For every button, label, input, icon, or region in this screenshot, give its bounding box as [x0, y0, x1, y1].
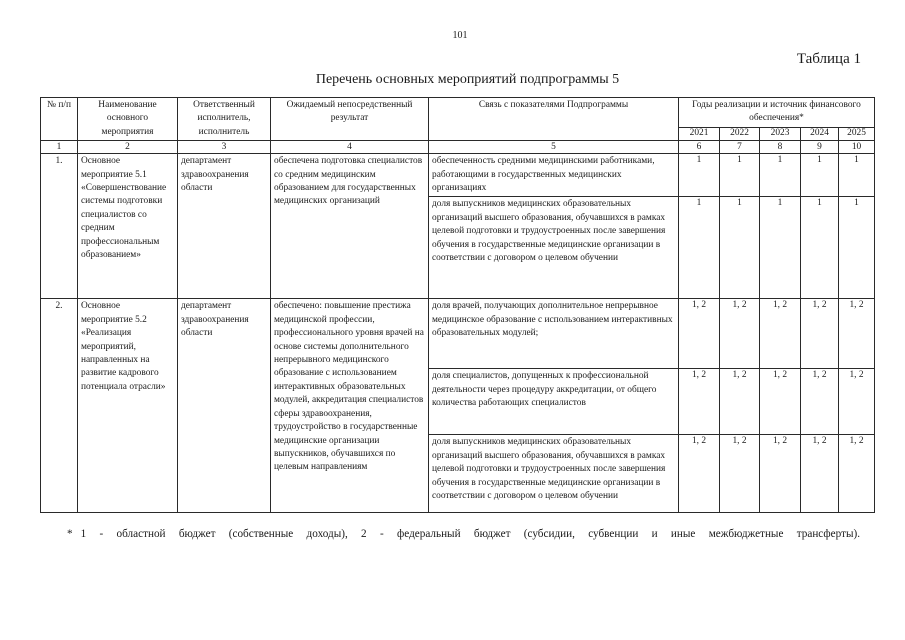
table-row [41, 154, 875, 197]
measure-name: Основное мероприятие 5.2 «Реализация мероприятий, направленных на развитие кадрового потенциала отрасли» [78, 299, 178, 513]
column-number: 3 [178, 141, 271, 154]
column-number: 6 [679, 141, 720, 154]
indicator-value: 1 [720, 154, 760, 197]
footnote-text: 1 - областной бюджет (собственные доходы), 2 - федеральный бюджет (субсидии, субвенции и иные межбюджетные трансферты). [80, 528, 860, 540]
header-year: 2021 [679, 128, 720, 141]
header-result: Ожидаемый непосредственный результат [271, 98, 429, 141]
header-years-group: Годы реализации и источник финансового обеспечения* [679, 98, 875, 128]
footnote-star: * [67, 528, 73, 540]
document-title: Перечень основных мероприятий подпрограммы 5 [315, 72, 620, 87]
indicator-text: доля специалистов, допущенных к профессиональной деятельности через процедуру аккредитации, от общего количества работающих специалистов [429, 369, 679, 435]
footnote [67, 528, 860, 540]
indicator-value: 1 [801, 154, 839, 197]
indicator-value: 1, 2 [679, 435, 720, 513]
indicator-value: 1, 2 [760, 299, 801, 369]
table-row [41, 299, 875, 369]
header-row [41, 98, 875, 128]
indicator-value: 1, 2 [801, 299, 839, 369]
column-number-row [41, 141, 875, 154]
indicator-value: 1 [720, 197, 760, 299]
indicator-value: 1, 2 [760, 435, 801, 513]
column-number: 10 [839, 141, 875, 154]
header-name: Наименование основного мероприятия [78, 98, 178, 141]
column-number: 7 [720, 141, 760, 154]
indicator-value: 1 [801, 197, 839, 299]
page-number: 101 [452, 30, 468, 41]
header-link: Связь с показателями Подпрограммы [429, 98, 679, 141]
header-executor: Ответственный исполнитель, исполнитель [178, 98, 271, 141]
indicator-value: 1, 2 [679, 369, 720, 435]
indicator-value: 1 [839, 197, 875, 299]
indicator-value: 1 [760, 154, 801, 197]
indicator-text: обеспеченность средними медицинскими работниками, работающими в государственных медицинских организациях [429, 154, 679, 197]
measures-table [40, 97, 875, 513]
indicator-value: 1, 2 [679, 299, 720, 369]
measure-result: обеспечена подготовка специалистов со средним медицинским образованием для государственных медицинских организаций [271, 154, 429, 299]
header-year: 2023 [760, 128, 801, 141]
column-number: 2 [78, 141, 178, 154]
indicator-value: 1, 2 [760, 369, 801, 435]
indicator-value: 1, 2 [801, 369, 839, 435]
column-number: 9 [801, 141, 839, 154]
column-number: 8 [760, 141, 801, 154]
column-number: 1 [41, 141, 78, 154]
indicator-value: 1, 2 [839, 299, 875, 369]
indicator-value: 1, 2 [839, 435, 875, 513]
indicator-text: доля выпускников медицинских образовательных организаций высшего образования, обучавшихся в рамках целевой подготовки и трудоустроенных после завершения обучения в государственные медицинские организации в соответствии с договором о целевом обучении [429, 435, 679, 513]
header-year: 2024 [801, 128, 839, 141]
indicator-value: 1 [679, 154, 720, 197]
header-year: 2025 [839, 128, 875, 141]
indicator-value: 1, 2 [720, 369, 760, 435]
measure-executor: департамент здравоохранения области [178, 154, 271, 299]
table-label: Таблица 1 [796, 51, 861, 67]
header-year: 2022 [720, 128, 760, 141]
row-number: 2. [41, 299, 78, 513]
indicator-value: 1, 2 [720, 299, 760, 369]
indicator-value: 1 [760, 197, 801, 299]
indicator-value: 1, 2 [839, 369, 875, 435]
measure-executor: департамент здравоохранения области [178, 299, 271, 513]
indicator-value: 1 [679, 197, 720, 299]
indicator-text: доля врачей, получающих дополнительное непрерывное медицинское образование с использованием интерактивных образовательных модулей; [429, 299, 679, 369]
indicator-value: 1, 2 [801, 435, 839, 513]
row-number: 1. [41, 154, 78, 299]
measure-name: Основное мероприятие 5.1 «Совершенствование системы подготовки специалистов со средним профессиональным образованием» [78, 154, 178, 299]
column-number: 4 [271, 141, 429, 154]
indicator-value: 1 [839, 154, 875, 197]
indicator-text: доля выпускников медицинских образовательных организаций высшего образования, обучавшихся в рамках целевой подготовки и трудоустроенных после завершения обучения в государственные медицинские организации в соответствии с договором о целевом обучении [429, 197, 679, 299]
header-num: № п/п [41, 98, 78, 141]
measure-result: обеспечено: повышение престижа медицинской профессии, профессионального уровня врачей на основе системы дополнительного непрерывного медицинского образование с использованием интерактивных образовательных модулей, аккредитация специалистов сферы здравоохранения, трудоустройство в государственные медицинские организации выпускников, обучавшихся по целевым направлениям [271, 299, 429, 513]
column-number: 5 [429, 141, 679, 154]
indicator-value: 1, 2 [720, 435, 760, 513]
